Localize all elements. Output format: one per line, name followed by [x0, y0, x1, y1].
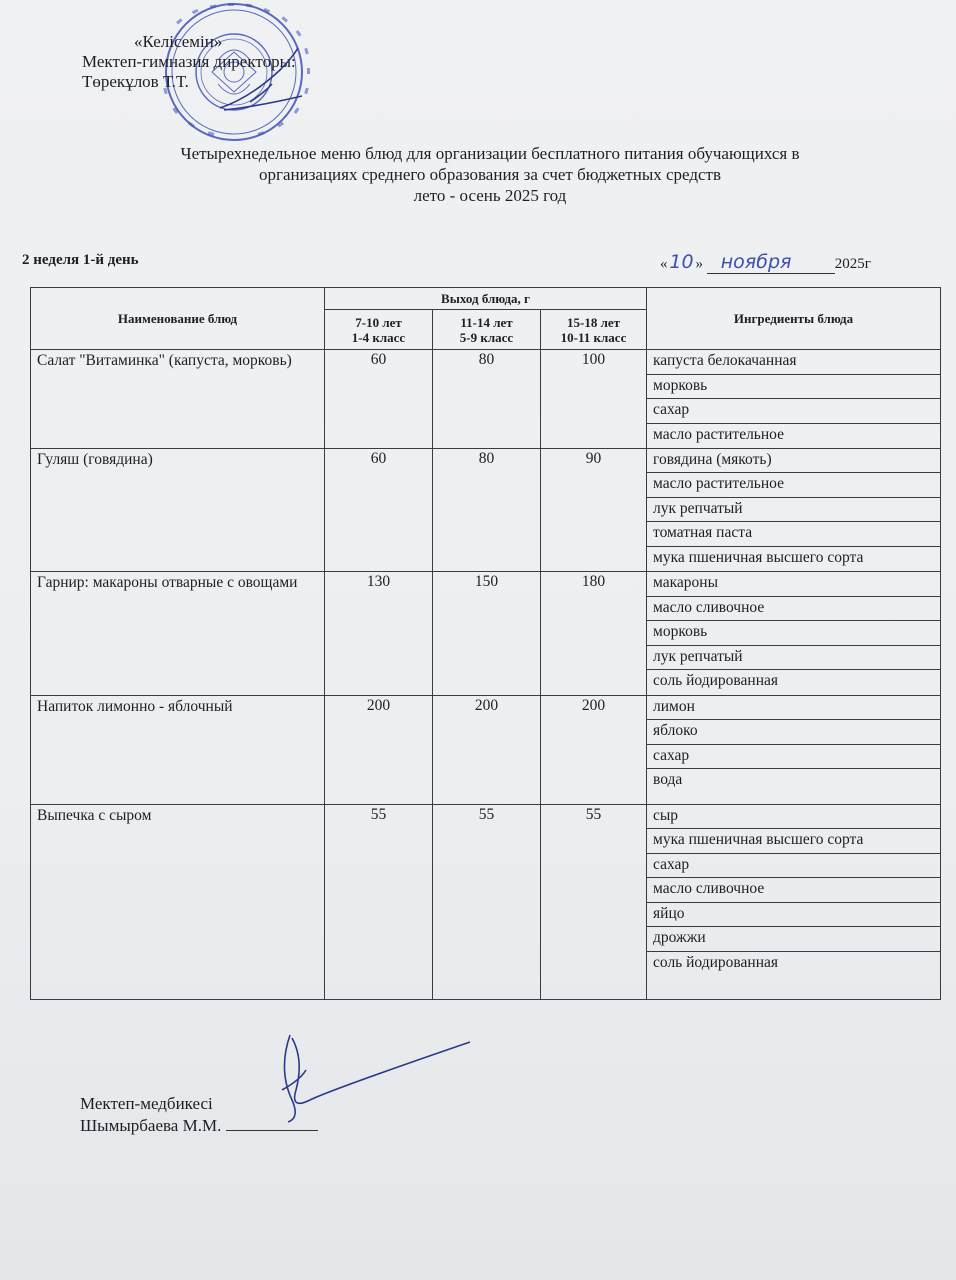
ingredient-item: масло сливочное	[647, 597, 940, 622]
ingredient-item: яйцо	[647, 903, 940, 928]
yield-age-group-3: 200	[541, 695, 647, 804]
ingredient-list	[653, 696, 934, 793]
director-signature	[210, 40, 310, 120]
title-season: лето - осень 2025 год	[413, 186, 567, 205]
ingredients-cell	[647, 572, 941, 696]
date-quote-open: «	[660, 256, 668, 272]
yield-age-group-1: 60	[325, 448, 433, 571]
header-yield: Выход блюда, г	[325, 288, 647, 310]
header-dish: Наименование блюд	[31, 288, 325, 350]
approval-position: Мектеп-гимназия директоры:	[82, 52, 296, 71]
header-age-group-3: 15-18 лет 10-11 класс	[541, 310, 647, 350]
ingredient-item: морковь	[647, 621, 940, 646]
menu-table	[30, 287, 941, 1000]
yield-age-group-3: 90	[541, 448, 647, 571]
yield-age-group-2: 200	[433, 695, 541, 804]
title-line-1: Четырехнедельное меню блюд для организации бесплатного питания обучающихся в	[180, 144, 800, 163]
yield-age-group-1: 55	[325, 804, 433, 999]
signature-line	[226, 1130, 318, 1131]
approval-name: Төрекұлов Т.Т.	[82, 72, 189, 91]
ingredients-cell	[647, 448, 941, 571]
ingredient-item: яблоко	[647, 720, 940, 745]
ingredient-item: масло растительное	[653, 425, 784, 443]
nurse-position: Мектеп-медбикесі	[80, 1094, 213, 1113]
ingredient-item: сахар	[647, 854, 940, 879]
yield-age-group-3: 100	[541, 350, 647, 449]
ingredient-item: сыр	[647, 805, 940, 830]
title-line-2: организациях среднего образования за счет бюджетных средств	[258, 165, 722, 184]
ingredient-item: масло сливочное	[647, 878, 940, 903]
dish-name: Выпечка с сыром	[31, 804, 325, 999]
menu-row	[31, 350, 941, 449]
ingredient-item: вода	[653, 771, 683, 789]
ingredient-item: говядина (мякоть)	[647, 449, 940, 474]
ingredient-list	[653, 572, 934, 694]
date-field	[660, 251, 871, 274]
ingredient-item: морковь	[647, 375, 940, 400]
yield-age-group-1: 200	[325, 695, 433, 804]
dish-name: Напиток лимонно - яблочный	[31, 695, 325, 804]
ingredient-list	[653, 449, 934, 571]
yield-age-group-2: 150	[433, 572, 541, 696]
ingredient-item: капуста белокачанная	[647, 350, 940, 375]
ingredients-cell	[647, 350, 941, 449]
week-day-label: 2 неделя 1-й день	[22, 252, 139, 268]
ingredient-item: мука пшеничная высшего сорта	[647, 829, 940, 854]
menu-row	[31, 804, 941, 999]
approval-heading: «Келісемін»	[134, 32, 223, 51]
date-month: ноября	[707, 251, 835, 274]
dish-name: Гуляш (говядина)	[31, 448, 325, 571]
ingredient-item: лимон	[647, 696, 940, 721]
menu-row	[31, 695, 941, 804]
date-quote-close: »	[695, 256, 703, 272]
header-age-group-2: 11-14 лет 5-9 класс	[433, 310, 541, 350]
ingredient-item: лук репчатый	[647, 498, 940, 523]
ingredient-item: лук репчатый	[647, 646, 940, 671]
ingredient-item: томатная паста	[647, 522, 940, 547]
yield-age-group-2: 80	[433, 448, 541, 571]
dish-name: Гарнир: макароны отварные с овощами	[31, 572, 325, 696]
ingredients-cell	[647, 804, 941, 999]
header-age-group-1: 7-10 лет 1-4 класс	[325, 310, 433, 350]
yield-age-group-2: 55	[433, 804, 541, 999]
header-ingredients: Ингредиенты блюда	[647, 288, 941, 350]
yield-age-group-3: 180	[541, 572, 647, 696]
ingredient-item: соль йодированная	[653, 672, 778, 690]
nurse-block	[80, 1093, 318, 1137]
nurse-name: Шымырбаева М.М.	[80, 1116, 222, 1135]
yield-age-group-3: 55	[541, 804, 647, 999]
menu-row	[31, 448, 941, 571]
yield-age-group-2: 80	[433, 350, 541, 449]
ingredient-list	[653, 350, 934, 447]
yield-age-group-1: 130	[325, 572, 433, 696]
ingredients-cell	[647, 695, 941, 804]
ingredient-list	[653, 805, 934, 976]
ingredient-item: дрожжи	[647, 927, 940, 952]
ingredient-item: макароны	[647, 572, 940, 597]
dish-name: Салат "Витаминка" (капуста, морковь)	[31, 350, 325, 449]
ingredient-item: соль йодированная	[653, 953, 778, 971]
document-title	[60, 143, 920, 206]
ingredient-item: масло растительное	[647, 473, 940, 498]
date-year: 2025г	[834, 256, 871, 272]
ingredient-item: сахар	[647, 745, 940, 770]
yield-age-group-1: 60	[325, 350, 433, 449]
ingredient-item: мука пшеничная высшего сорта	[653, 548, 864, 566]
ingredient-item: сахар	[647, 399, 940, 424]
menu-row	[31, 572, 941, 696]
date-day: 10	[669, 251, 694, 273]
